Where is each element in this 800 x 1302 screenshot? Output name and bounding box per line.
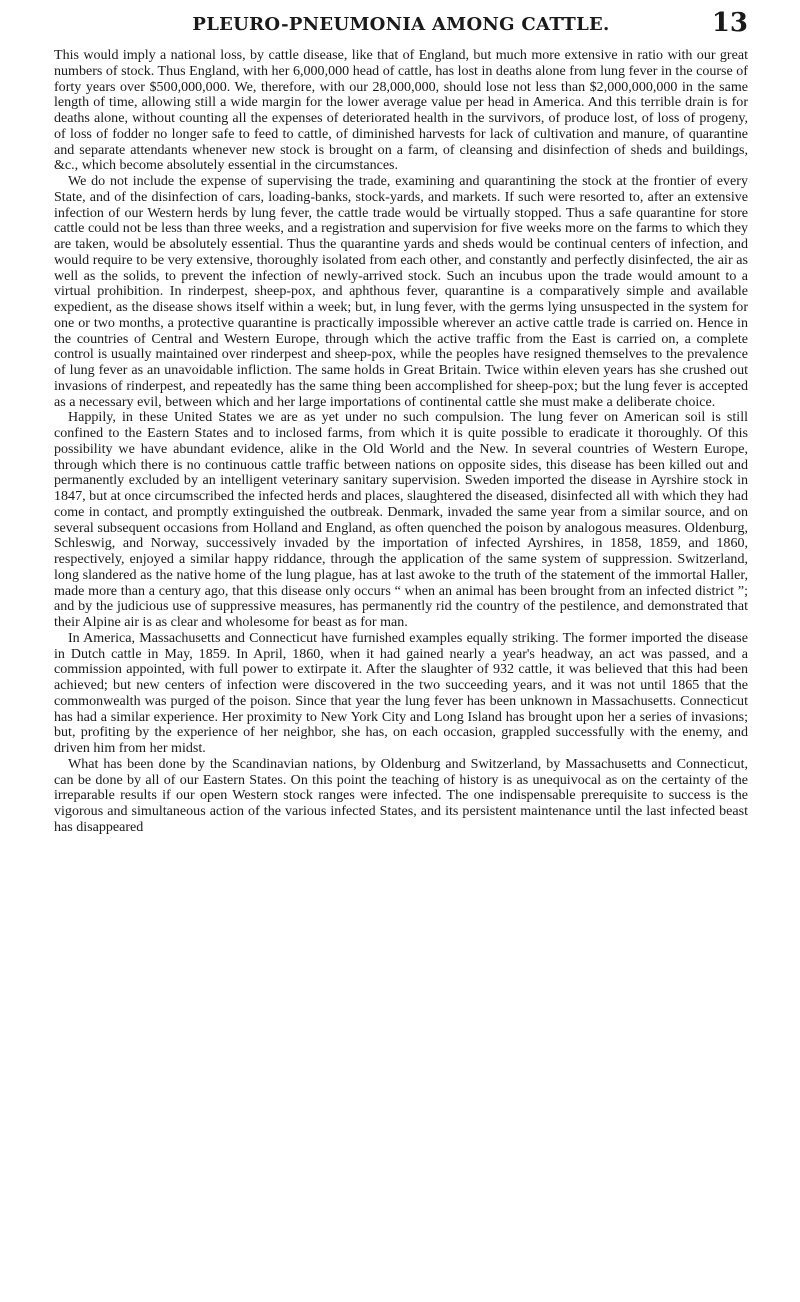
paragraph: This would imply a national loss, by cattle disease, like that of England, but much more extensive in ratio with our great numbers of stock. Thus England, with her 6,000,000 head of cattle, has lost in deaths alone from lung fever in the course of forty years over $500,000,000. We, therefore, with our 28,000,000, should lose not less than $2,000,000,000 in the same length of time, allowing still a wide margin for the lower average value per head in America. And this terrible drain is for deaths alone, without counting all the expenses of deteriorated health in the survivors, of produce lost, of loss of progeny, of loss of fodder no longer safe to feed to cattle, of diminished harvests for lack of cultivation and manure, of quarantine and separate attendants whenever new stock is brought on a farm, of cleansing and disinfection of sheds and buildings, &c., which become absolutely essential in the circumstances. bbox=[54, 47, 748, 174]
body-text bbox=[54, 48, 748, 836]
running-title: PLEURO-PNEUMONIA AMONG CATTLE. bbox=[192, 14, 610, 35]
paragraph: What has been done by the Scandinavian nations, by Oldenburg and Switzerland, by Massachusetts and Connecticut, can be done by all of our Eastern States. On this point the teaching of history is as unequivocal as on the certainty of the irreparable results if our open Western stock ranges were infected. The one indispensable prerequisite to success is the vigorous and simultaneous action of the various infected States, and its persistent maintenance until the last infected beast has disappeared bbox=[54, 755, 748, 835]
paragraph: In America, Massachusetts and Connecticut have furnished examples equally striking. The former imported the disease in Dutch cattle in May, 1859. In April, 1860, when it had gained nearly a year's headway, an act was passed, and a commission appointed, with full power to extirpate it. After the slaughter of 932 cattle, it was believed that this had been achieved; but new centers of infection were discovered in the two succeeding years, and it was not until 1865 that the commonwealth was purged of the poison. Since that year the lung fever has been unknown in Massachusetts. Connecticut has had a similar experience. Her proximity to New York City and Long Island has brought upon her a series of invasions; but, profiting by the experience of her neighbor, she has, on each occasion, grappled successfully with the enemy, and driven him from her midst. bbox=[54, 629, 748, 756]
running-head bbox=[54, 8, 748, 46]
page-number: 13 bbox=[711, 8, 748, 38]
paragraph: We do not include the expense of supervising the trade, examining and quarantining the stock at the frontier of every State, and of the disinfection of cars, loading-banks, stock-yards, and markets. If such were resorted to, after an extensive infection of our Western herds by lung fever, the cattle trade would be virtually stopped. Thus a safe quarantine for store cattle could not be less than three weeks, and a registration and supervision for five weeks more on the farms to which they are taken, would be absolutely essential. Thus the quarantine yards and sheds would be continual centers of infection, and would require to be very extensive, thoroughly isolated from each other, and constantly and perfectly disinfected, the air as well as the solids, to prevent the infection of newly-arrived stock. Such an incubus upon the trade would amount to a virtual prohibition. In rinderpest, sheep-pox, and aphthous fever, quarantine is a comparatively simple and available expedient, as the disease shows itself within a week; but, in lung fever, with the germs lying unsuspected in the system for one or two months, a protective quarantine is practically impossible wherever an active cattle trade is carried on. Hence in the countries of Central and Western Europe, through which the active traffic from the East is carried on, a complete control is usually maintained over rinderpest and sheep-pox, while the peoples have resigned themselves to the prevalence of lung fever as an unavoidable infliction. The same holds in Great Britain. Twice within eleven years has she crushed out invasions of rinderpest, and repeatedly has the same thing been accomplished for sheep-pox; but the lung fever is accepted as a necessary evil, between which and her large importations of continental cattle she must make a deliberate choice. bbox=[54, 173, 748, 410]
paragraph: Happily, in these United States we are as yet under no such compulsion. The lung fever on American soil is still confined to the Eastern States and to inclosed farms, from which it is quite possible to eradicate it thoroughly. Of this possibility we have abundant evidence, alike in the Old World and the New. In several countries of Western Europe, through which there is no continuous cattle traffic between nations on opposite sides, this disease has been killed out and permanently excluded by an intelligent veterinary sanitary supervision. Sweden imported the disease in Ayrshire stock in 1847, but at once circumscribed the infected herds and places, slaughtered the diseased, disinfected all with which they had come in contact, and promptly extinguished the outbreak. Denmark, invaded the same year from a similar source, and on several subsequent occasions from Holland and England, as often quenched the poison by analogous measures. Oldenburg, Schleswig, and Norway, successively invaded by the importation of infected Ayrshires, in 1858, 1859, and 1860, respectively, enjoyed a similar happy riddance, through the application of the same system of suppression. Switzerland, long slandered as the native home of the lung plague, has at last awoke to the truth of the statement of the immortal Haller, made more than a century ago, that this disease only occurs “ when an animal has been brought from an infected district ”; and by the judicious use of suppressive measures, has permanently rid the country of the pestilence, and demonstrated that their Alpine air is as clear and wholesome for beast as for man. bbox=[54, 409, 748, 630]
